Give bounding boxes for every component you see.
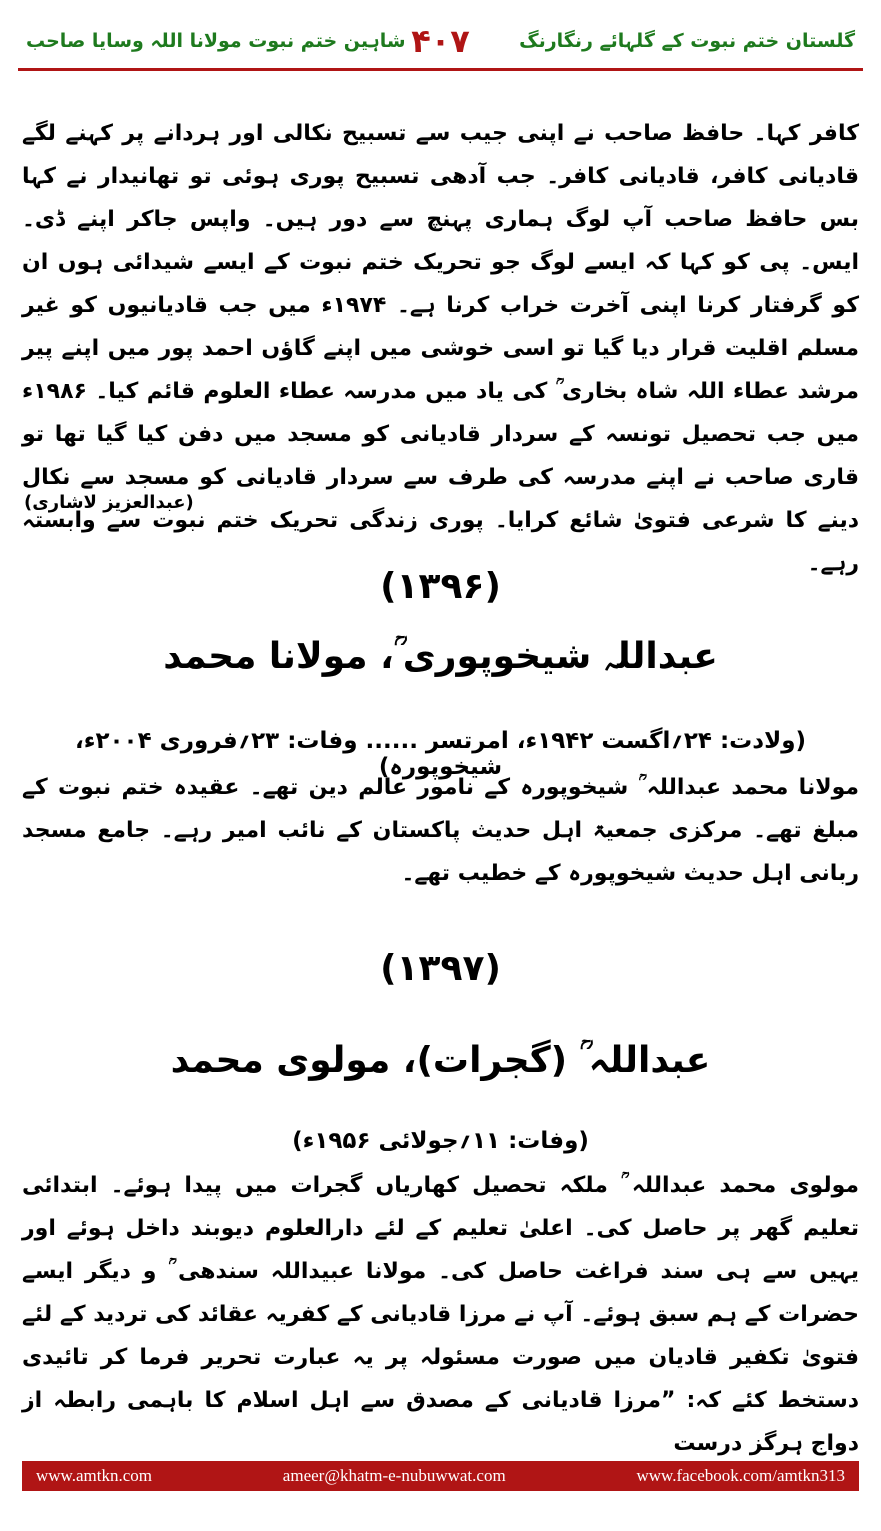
entry-body: مولوی محمد عبداللہ ؒ ملکہ تحصیل کھاریاں گجرات میں پیدا ہوئے۔ ابتدائی تعلیم گھر پر حاصل کی۔ اعلیٰ تعلیم کے لئے دارالعلوم دیوبند داخل ہوئے اور یہیں سے ہی سند فراغت حاصل کی۔ مولانا عبیداللہ سندھی ؒ و دیگر ایسے حضرات کے ہم سبق ہوئے۔ آپ نے مرزا قادیانی کے کفریہ عقائد کی تردید کے لئے فتویٰ تکفیر قادیان میں صورت مسئولہ پر یہ عبارت تحریر فرما کر تائیدی دستخط کئے کہ: ”مرزا قادیانی کے مصدق سے اہل اسلام کا باہمی رابطہ از دواج ہرگز درست [22,1173,859,1456]
website-link[interactable]: www.amtkn.com [36,1466,152,1485]
entry-title: عبداللہ ؒ (گجرات)، مولوی محمد [170,1040,711,1081]
page-number: ۴۰۷ [411,22,470,60]
paragraph-continued: کافر کہا۔ حافظ صاحب نے اپنی جیب سے تسبیح نکالی اور ہردانے پر کہنے لگے قادیانی کافر، قادیانی کافر۔ جب آدھی تسبیح پوری ہوئی تو تھانیدار نے کہا بس حافظ صاحب آپ لوگ ہماری پہنچ سے دور ہیں۔ واپس جاکر اپنے ڈی۔ ایس۔ پی کو کہا کہ ایسے لوگ جو تحریک ختم نبوت کے ایسے شیدائی ہوں ان کو گرفتار کرنا اپنی آخرت خراب کرنا ہے۔ ۱۹۷۴ء میں جب قادیانیوں کو غیر مسلم اقلیت قرار دیا گیا تو اسی خوشی میں اپنے گاؤں احمد پور میں اپنے پیر مرشد عطاء اللہ شاہ بخاری ؒ کی یاد میں مدرسہ عطاء العلوم قائم کیا۔ ۱۹۸۶ء میں جب تحصیل تونسہ کے سردار قادیانی کو مسجد میں دفن کیا گیا تھا تو قاری صاحب نے اپنے مدرسہ کی طرف سے سردار قادیانی کو مسجد سے نکال دینے کا شرعی فتویٰ شائع کرایا۔ پوری زندگی تحریک ختم نبوت سے وابستہ رہے۔ [22,121,859,576]
page-header [18,22,863,68]
entry-title: عبداللہ شیخوپوری ؒ، مولانا محمد [163,636,718,677]
entry-number: (۱۳۹۶) [380,566,501,607]
entry-dates: (وفات: ۱۱؍جولائی ۱۹۵۶ء) [292,1128,589,1154]
entry-number: (۱۳۹۷) [380,948,501,989]
page-footer [22,1461,859,1491]
entry-body: مولانا محمد عبداللہ ؒ شیخوپورہ کے نامور عالم دین تھے۔ عقیدہ ختم نبوت کے مبلغ تھے۔ مرکزی جمعیۃ اہل حدیث پاکستان کے نائب امیر رہے۔ جامع مسجد ربانی اہل حدیث شیخوپورہ کے خطیب تھے۔ [22,775,859,886]
author-signature: (عبدالعزیز لاشاری) [24,492,194,513]
header-divider [18,68,863,71]
entry-dates: (ولادت: ۲۴؍اگست ۱۹۴۲ء، امرتسر ...... وفات: ۲۳؍فروری ۲۰۰۴ء، شیخوپورہ) [74,728,807,780]
email-link[interactable]: ameer@khatm-e-nubuwwat.com [282,1466,506,1485]
facebook-link[interactable]: www.facebook.com/amtkn313 [636,1466,845,1485]
header-book-title: گلستان ختم نبوت کے گلہائے رنگارنگ [519,30,855,52]
header-author: شاہین ختم نبوت مولانا اللہ وسایا صاحب [26,30,406,52]
